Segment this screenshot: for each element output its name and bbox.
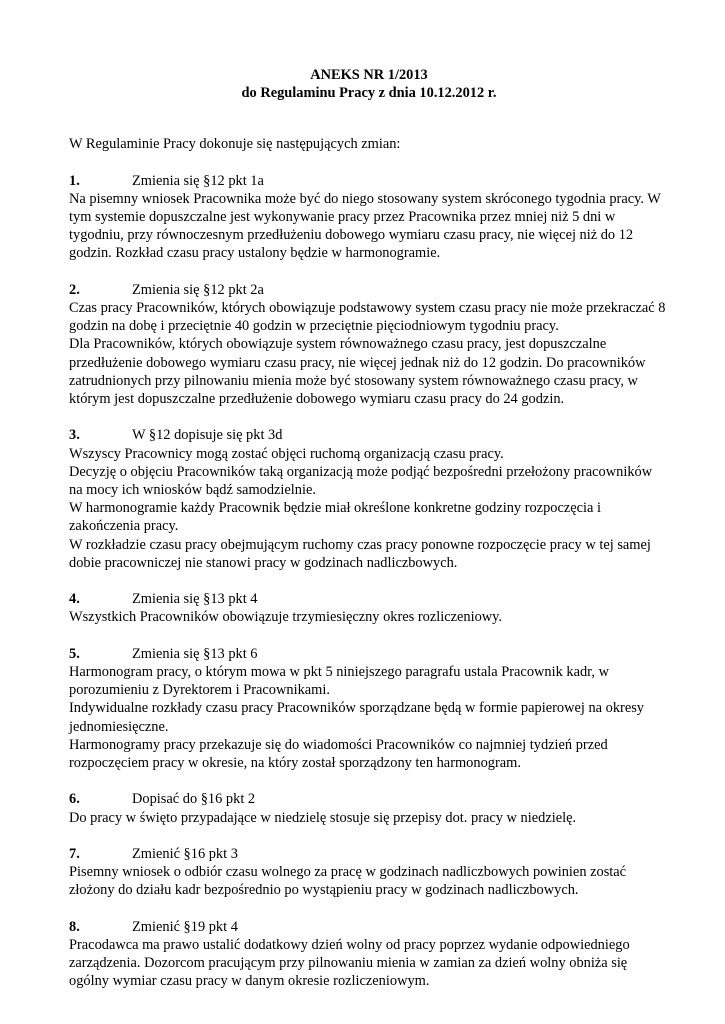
section-paragraph: Do pracy w święto przypadające w niedzielę stosuje się przepisy dot. pracy w niedzielę.: [69, 809, 577, 826]
section-heading: [69, 172, 669, 190]
section-8: [69, 918, 669, 991]
section-paragraph: W harmonogramie każdy Pracownik będzie miał określone konkretne godziny rozpoczęcia i zakończenia pracy.: [69, 500, 601, 535]
section-number: 3.: [69, 427, 80, 444]
section-title: Zmienia się §13 pkt 4: [132, 591, 258, 608]
section-title: Zmienić §16 pkt 3: [132, 846, 238, 863]
section-title: Zmienia się §13 pkt 6: [132, 645, 258, 662]
document-title-block: [69, 66, 669, 102]
section-heading: [69, 426, 669, 444]
section-paragraph: Indywidualne rozkłady czasu pracy Pracowników sporządzane będą w formie papierowej na okresy jednomiesięczne.: [69, 700, 644, 735]
section-number: 4.: [69, 591, 80, 608]
section-number: 7.: [69, 846, 80, 863]
section-number: 2.: [69, 281, 80, 298]
section-paragraph: Dla Pracowników, których obowiązuje system równoważnego czasu pracy, jest dopuszczalne przedłużenie dobowego wymiaru czasu pracy, nie więcej jednak niż do 12 godzin. Do pracowników zatrudnionych przy pilnowaniu mienia może być stosowany system równoważnego czasu pracy, w którym jest dopuszczalne przedłużenie dobowego wymiaru czasu pracy do 24 godzin.: [69, 336, 646, 408]
section-6: [69, 790, 669, 826]
section-paragraph: Czas pracy Pracowników, których obowiązuje podstawowy system czasu pracy nie może przekraczać 8 godzin na dobę i przeciętnie 40 godzin w przeciętnie pięciodniowym tygodniu pracy.: [69, 300, 666, 335]
section-heading: [69, 790, 669, 808]
section-paragraph: Decyzję o objęciu Pracowników taką organizacją może podjąć bezpośredni przełożony pracowników na mocy ich wniosków bądź samodzielnie.: [69, 463, 653, 499]
section-title: W §12 dopisuje się pkt 3d: [132, 427, 283, 444]
section-number: 1.: [69, 172, 80, 189]
section-number: 8.: [69, 918, 80, 935]
section-paragraph: Pisemny wniosek o odbiór czasu wolnego za pracę w godzinach nadliczbowych powinien zostać złożony do działu kadr bezpośrednio po wystąpieniu pracy w godzinach nadliczbowych.: [69, 864, 627, 899]
section-paragraph: Harmonogram pracy, o którym mowa w pkt 5 niniejszego paragrafu ustala Pracownik kadr, w porozumieniu z Dyrektorem i Pracownikami.: [69, 664, 609, 699]
document-title: ANEKS NR 1/2013: [310, 67, 428, 83]
section-heading: [69, 645, 669, 663]
section-heading: [69, 281, 669, 299]
section-paragraph: W rozkładzie czasu pracy obejmującym ruchomy czas pracy ponowne rozpoczęcie pracy w tej samej dobie pracowniczej nie stanowi pracy w godzinach nadliczbowych.: [69, 536, 651, 571]
section-number: 6.: [69, 791, 80, 808]
section-3: [69, 426, 669, 572]
section-5: [69, 645, 669, 772]
section-2: [69, 281, 669, 408]
section-number: 5.: [69, 645, 80, 662]
section-paragraph: Harmonogramy pracy przekazuje się do wiadomości Pracowników co najmniej tydzień przed rozpoczęciem pracy w okresie, na który został sporządzony ten harmonogram.: [69, 736, 608, 772]
section-title: Zmienia się §12 pkt 2a: [132, 281, 264, 298]
section-heading: [69, 918, 669, 936]
section-title: Dopisać do §16 pkt 2: [132, 791, 256, 808]
section-7: [69, 845, 669, 900]
section-paragraph: Wszystkich Pracowników obowiązuje trzymiesięczny okres rozliczeniowy.: [69, 609, 503, 626]
section-paragraph: Pracodawca ma prawo ustalić dodatkowy dzień wolny od pracy poprzez wydanie odpowiedniego zarządzenia. Dozorcom pracującym przy pilnowaniu mienia w zamian za dzień wolny obniża się ogólny wymiar czasu pracy w danym okresie rozliczeniowym.: [69, 937, 630, 990]
sections-list: [69, 172, 669, 991]
document-page: [69, 66, 669, 1009]
section-paragraph: Na pisemny wniosek Pracownika może być do niego stosowany system skróconego tygodnia pracy. W tym systemie dopuszczalne jest wykonywanie pracy przez Pracownika przez mniej niż 5 dni w tygodniu, przy równoczesnym przedłużeniu dobowego wymiaru czasu pracy, nie więcej niż do 12 godzin. Rozkład czasu pracy ustalony będzie w harmonogramie.: [69, 190, 661, 262]
section-heading: [69, 590, 669, 608]
section-title: Zmienia się §12 pkt 1a: [132, 172, 264, 189]
section-title: Zmienić §19 pkt 4: [132, 918, 238, 935]
section-paragraph: Wszyscy Pracownicy mogą zostać objęci ruchomą organizacją czasu pracy.: [69, 445, 504, 462]
section-heading: [69, 845, 669, 863]
document-subtitle: do Regulaminu Pracy z dnia 10.12.2012 r.: [241, 85, 497, 102]
intro-text: W Regulaminie Pracy dokonuje się następujących zmian:: [69, 136, 401, 153]
section-4: [69, 590, 669, 626]
section-1: [69, 172, 669, 263]
